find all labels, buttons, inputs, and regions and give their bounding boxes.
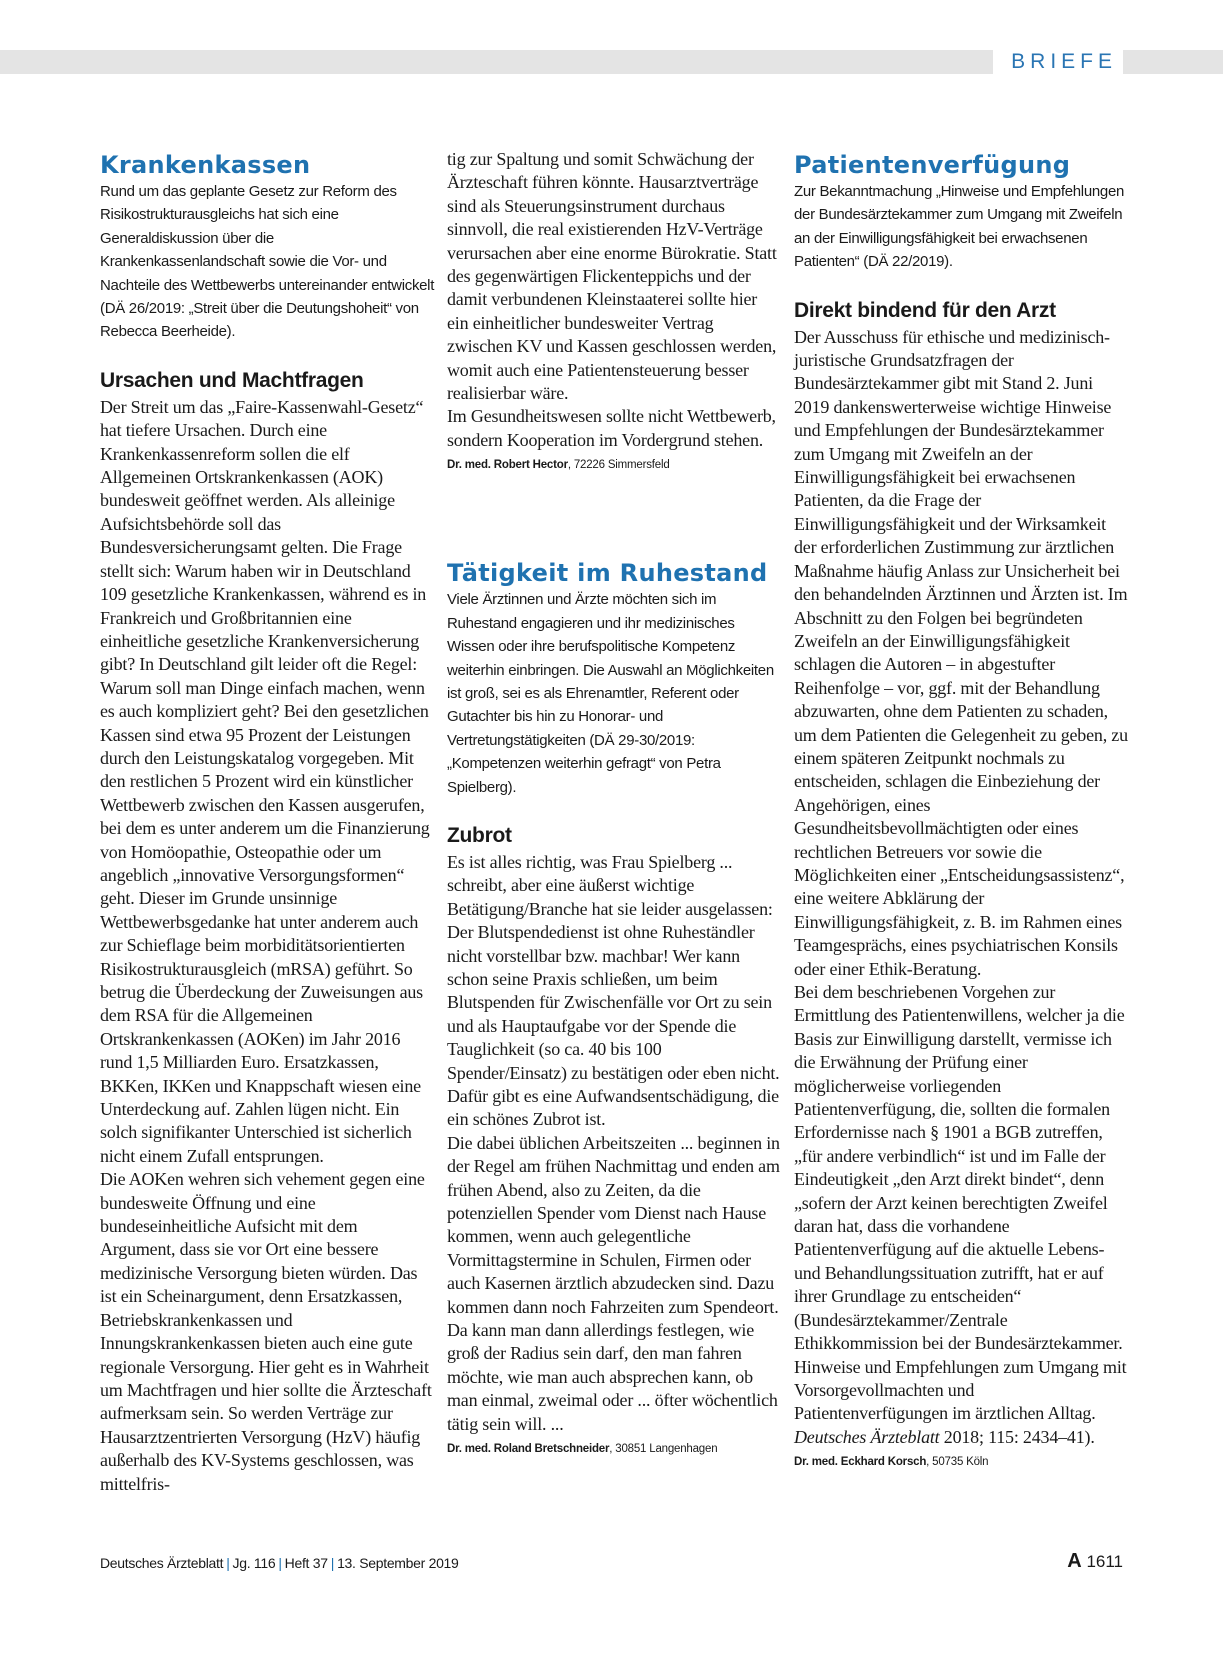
page-number [1067,1550,1123,1573]
page-number-value: 1611 [1086,1552,1123,1571]
footer-citation [100,1553,459,1573]
article-intro: Viele Ärztinnen und Ärzte möchten sich im Ruhestand engagieren und ihr medizinisches Wissen oder ihre berufspolitische Kompetenz weiterhin einbringen. Die Auswahl an Möglichkeiten ist groß, sei es als Ehrenamtler, Referent oder Gutachter bis hin zu Honorar- und Vertretungstätigkeiten (DÄ 29-30/2019: „Kompetenzen weiterhin gefragt“ von Petra Spielberg). [447,591,774,796]
paragraph-text: 2018; 115: 2434–41). [939,1426,1095,1447]
letter-subheading: Direkt bindend für den Arzt [794,298,1056,322]
footer-date: 13. September 2019 [337,1555,459,1571]
article-title-taetigkeit: Tätigkeit im Ruhestand [447,559,768,588]
section-label: BRIEFE [993,48,1123,76]
footer-volume: Jg. 116 [232,1555,276,1571]
signature-name: Dr. med. Roland Bretschneider [447,1443,610,1456]
signature-place: , 50735 Köln [926,1456,989,1469]
page-prefix: A [1067,1550,1082,1572]
column-2 [447,148,782,1458]
signature-place: , 72226 Simmersfeld [567,459,670,472]
letter-signature [447,1440,782,1458]
signature-place: , 30851 Langenhagen [609,1443,718,1456]
article-title-patientenverfuegung: Patientenverfügung [794,151,1071,179]
article-intro: Rund um das geplante Gesetz zur Reform des Risikostrukturausgleichs hat sich eine Generaldiskussion über die Krankenkassenlandschaft sowie die Vor- und Nachteile des Wettbewerbs untereinander entwickelt (DÄ 26/2019: „Streit über die Deutungshoheit“ von Rebecca Beerheide). [100,183,435,341]
paragraph-text: Bei dem beschriebenen Vorgehen zur Ermittlung des Patientenwillens, welcher ja die Basis zur Einwilligung darstellt, vermisse ich die Erwähnung der Prüfung einer möglicherweise vorliegenden Patientenverfügung, die, sollten die formalen Erfordernisse nach § 1901 a BGB zutreffen, „für andere verbindlich“ ist und im Falle der Eindeutigkeit „den Arzt direkt bindet“, denn „sofern der Arzt keinen berechtigten Zweifel daran hat, dass die vorhandene Patientenverfügung auf die aktuelle Lebens- und Behandlungssituation zutrifft, hat er auf ihrer Grundlage zu entscheiden“ (Bundesärztekammer/Zentrale Ethikkommission bei der Bundesärztekammer. Hinweise und Empfehlungen zum Umgang mit Vorsorgevollmachten und Patientenverfügungen im ärztlichen Alltag. [794,982,1127,1424]
article-intro: Zur Bekanntmachung „Hinweise und Empfehlungen der Bundesärztekammer zum Umgang mit Zweifeln an der Einwilligungsfähigkeit bei erwachsenen Patienten“ (DÄ 22/2019). [794,183,1125,271]
footer-separator: | [226,1555,230,1571]
letter-paragraph: Im Gesundheitswesen sollte nicht Wettbewerb, sondern Kooperation im Vordergrund stehen. [447,406,776,450]
column-1 [100,150,435,1496]
letter-subheading: Zubrot [447,823,512,847]
journal-name: Deutsches Ärzteblatt [794,1426,940,1447]
letter-signature [794,1453,1129,1471]
letter-paragraph: Der Ausschuss für ethische und medizinisch-juristische Grundsatzfragen der Bundesärztekammer gibt mit Stand 2. Juni 2019 dankenswerterweise wichtige Hinweise und Empfehlungen der Bundesärztekammer zum Umgang mit Zweifeln an der Einwilligungsfähigkeit bei erwachsenen Patienten, da die Frage der Einwilligungsfähigkeit und der Wirksamkeit der erforderlichen Zustimmung zur ärztlichen Maßnahme häufig Anlass zur Unsicherheit bei den behandelnden Ärztinnen und Ärzten ist. Im Abschnitt zu den Folgen bei begründeten Zweifeln an der Einwilligungsfähigkeit schlagen die Autoren – in abgestufter Reihenfolge – vor, ggf. mit der Behandlung abzuwarten, ohne dem Patienten zu schaden, um dem Patienten die Gelegenheit zu geben, zu einem späteren Zeitpunkt nochmals zu entscheiden, schlagen die Einbeziehung der Angehörigen, eines Gesundheitsbevollmächtigten oder eines rechtlichen Betreuers vor sowie die Möglichkeiten einer „Entscheidungsassistenz“, eine weitere Abklärung der Einwilligungsfähigkeit, z. B. im Rahmen eines Teamgesprächs, eines psychiatrischen Konsils oder einer Ethik-Beratung. [794,326,1128,979]
footer-journal: Deutsches Ärzteblatt [100,1555,224,1571]
footer-issue: Heft 37 [284,1555,328,1571]
letter-paragraph: Der Streit um das „Faire-Kassenwahl-Gesetz“ hat tiefere Ursachen. Durch eine Krankenkassenreform sollen die elf Allgemeinen Ortskrankenkassen (AOK) bundesweit geöffnet werden. Als alleinige Aufsichtsbehörde soll das Bundesversicherungsamt gelten. Die Frage stellt sich: Warum haben wir in Deutschland 109 gesetzliche Krankenkassen, während es in Frankreich und Großbritannien eine einheitliche gesetzliche Krankenversicherung gibt? In Deutschland gilt leider oft die Regel: Warum soll man Dinge einfach machen, wenn es auch kompliziert geht? Bei den gesetzlichen Kassen sind etwa 95 Prozent der Leistungen durch den Leistungskatalog vorgegeben. Mit den restlichen 5 Prozent wird ein künstlicher Wettbewerb zwischen den Kassen ausgerufen, bei dem es unter anderem um die Finanzierung von Homöopathie, Osteopathie oder um angeblich „innovative Versorgungsformen“ geht. Dieser im Grunde unsinnige Wettbewerbsgedanke hat unter anderem auch zur Schieflage beim morbiditätsorientierten Risikostrukturausgleich (mRSA) geführt. So betrug die Überdeckung der Zuweisungen aus dem RSA für die Allgemeinen Ortskrankenkassen (AOKen) im Jahr 2016 rund 1,5 Milliarden Euro. Ersatzkassen, BKKen, IKKen und Knappschaft wiesen eine Unterdeckung auf. Zahlen lügen nicht. Ein solch signifikanter Unterschied ist sicherlich nicht einem Zufall entsprungen. [100,396,430,1166]
letter-paragraph [794,981,1129,1449]
column-3 [794,150,1129,1471]
article-title-krankenkassen: Krankenkassen [100,151,311,179]
letter-signature [447,456,782,474]
letter-paragraph: tig zur Spaltung und somit Schwächung der Ärzteschaft führen könnte. Hausarztverträge sind als Steuerungsinstrument durchaus sinnvoll, die real existierenden HzV-Verträge verursachen aber eine enorme Bürokratie. Statt des gegenwärtigen Flickenteppichs und der damit verbundenen Kleinstaaterei sollte hier ein einheitlicher bundesweiter Vertrag zwischen KV und Kassen geschlossen werden, womit auch eine Patientensteuerung besser realisierbar wäre. [447,149,777,404]
letter-paragraph: Die dabei üblichen Arbeitszeiten ... beginnen in der Regel am frühen Nachmittag und enden am frühen Abend, also zu Zeiten, da die potenziellen Spender vom Dienst nach Hause kommen, wenn auch gelegentliche Vormittagstermine in Schulen, Firmen oder auch Kasernen ärztlich abzudecken sind. Dazu kommen dann noch Fahrzeiten zum Spendeort. Da kann man dann allerdings festlegen, wie groß der Radius sein darf, den man fahren möchte, wie man auch absprechen kann, ob man einmal, zweimal oder ... öfter wöchentlich tätig sein will. ... [447,1132,780,1434]
signature-name: Dr. med. Robert Hector [447,459,568,472]
signature-name: Dr. med. Eckhard Korsch [794,1456,927,1469]
letter-paragraph: Die AOKen wehren sich vehement gegen eine bundesweite Öffnung und eine bundeseinheitliche Aufsicht mit dem Argument, dass sie vor Ort eine bessere medizinische Versorgung bieten würden. Das ist ein Scheinargument, denn Ersatzkassen, Betriebskrankenkassen und Innungskrankenkassen bieten auch eine gute regionale Versorgung. Hier geht es in Wahrheit um Machtfragen und hier sollte die Ärzteschaft aufmerksam sein. So werden Verträge zur Hausarztzentrierten Versorgung (HzV) häufig außerhalb des KV-Systems geschlossen, was mittelfris- [100,1169,432,1494]
letter-subheading: Ursachen und Machtfragen [100,368,364,392]
footer-separator: | [330,1555,335,1571]
footer-separator: | [278,1555,282,1571]
letter-paragraph: Es ist alles richtig, was Frau Spielberg ... schreibt, aber eine äußerst wichtige Betätigung/Branche hat sie leider ausgelassen: Der Blutspendedienst ist ohne Ruheständler nicht vorstellbar bzw. machbar! Wer kann schon seine Praxis schließen, um beim Blutspenden für Zwischenfälle vor Ort zu sein und als Hauptaufgabe vor der Spende die Tauglichkeit (so ca. 40 bis 100 Spender/Einsatz) zu bestätigen oder eben nicht. Dafür gibt es eine Aufwandsentschädigung, die ein schönes Zubrot ist. [447,851,780,1130]
